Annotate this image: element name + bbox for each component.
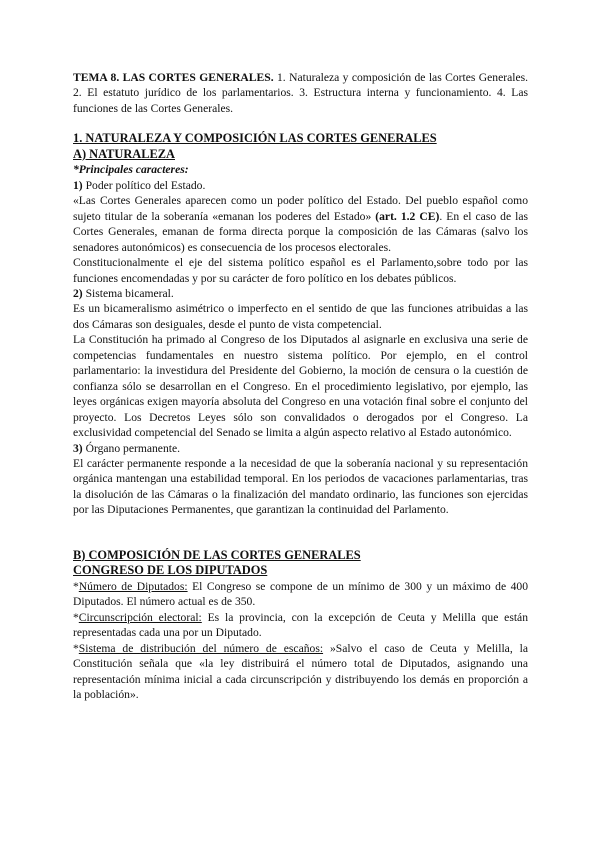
article-reference: (art. 1.2 CE) [375, 209, 440, 223]
paragraph-5: El carácter permanente responde a la necesidad de que la soberanía nacional y su representación orgánica mantengan una estabilidad temporal. En los periodos de vacaciones parlamentarias, tras la disolución de las Cámaras o la finalización del mandato ordinario, las funciones son ejercidas por las Diputaciones Permanentes, que garantizan la continuidad del Parlamento. [73, 456, 528, 517]
sistema-distribucion: *Sistema de distribución del número de escaños: »Salvo el caso de Ceuta y Melilla, la Constitución señala que «la ley distribuirá el número total de Diputados, asignando una representación mínima inicial a cada circunscripción y distribuyendo los demás en proporción a la población». [73, 641, 528, 701]
circunscripcion-electoral: *Circunscripción electoral: Es la provincia, con la excepción de Ceuta y Melilla que están representadas cada una por un Diputado. [73, 610, 528, 640]
paragraph-1: «Las Cortes Generales aparecen como un poder político del Estado. Del pueblo español como sujeto titular de la soberanía «emanan los poderes del Estado» (art. 1.2 CE). En el caso de las Cortes Generales, emanan de forma directa porque la composición de las Cámaras (salvo los senadores autonómicos) es consecuencia de los procesos electorales. [73, 194, 528, 254]
document-page [73, 70, 528, 702]
section1-subheading: A) NATURALEZA [73, 146, 175, 161]
caracteres-label: *Principales caracteres: [73, 163, 189, 177]
paragraph-2: Constitucionalmente el eje del sistema político español es el Parlamento,sobre todo por las funciones encomendadas y por su carácter de foro político en los debates públicos. [73, 256, 528, 285]
section1-heading: 1. NATURALEZA Y COMPOSICIÓN LAS CORTES GENERALES [73, 131, 437, 146]
document-title [73, 70, 528, 116]
item3: 3) Órgano permanente. [73, 441, 181, 455]
title-bold: TEMA 8. LAS CORTES GENERALES. [73, 71, 274, 84]
numero-diputados: *Número de Diputados: El Congreso se compone de un mínimo de 300 y un máximo de 400 Diputados. El número actual es de 350. [73, 579, 528, 609]
item1: 1) Poder político del Estado. [73, 178, 206, 192]
section2-heading: B) COMPOSICIÓN DE LAS CORTES GENERALES [73, 547, 361, 562]
section2-subheading: CONGRESO DE LOS DIPUTADOS [73, 563, 268, 578]
title-rest: 1. Naturaleza y composición de las Cortes Generales. 2. El estatuto jurídico de los parlamentarios. 3. Estructura interna y funcionamiento. 4. Las funciones de las Cortes Generales. [73, 71, 528, 115]
item2: 2) Sistema bicameral. [73, 286, 174, 300]
paragraph-4: La Constitución ha primado al Congreso de los Diputados al asignarle en exclusiva una serie de competencias fundamentales en nuestro sistema político. Por ejemplo, en el control parlamentario: la investidura del Presidente del Gobierno, la moción de censura o la cuestión de confianza sólo se desarrollan en el Congreso. En el procedimiento legislativo, por ejemplo, las leyes orgánicas exigen mayoría absoluta del Congreso en una votación final sobre el conjunto del proyecto. Los Decretos Leyes sólo son convalidados o derogados por el Congreso. La exclusividad competencial del Senado se limita a algún aspecto relativo al Estado autonómico. [73, 333, 528, 440]
paragraph-3: Es un bicameralismo asimétrico o imperfecto en el sentido de que las funciones atribuidas a las dos Cámaras son desiguales, desde el punto de vista competencial. [73, 302, 528, 331]
